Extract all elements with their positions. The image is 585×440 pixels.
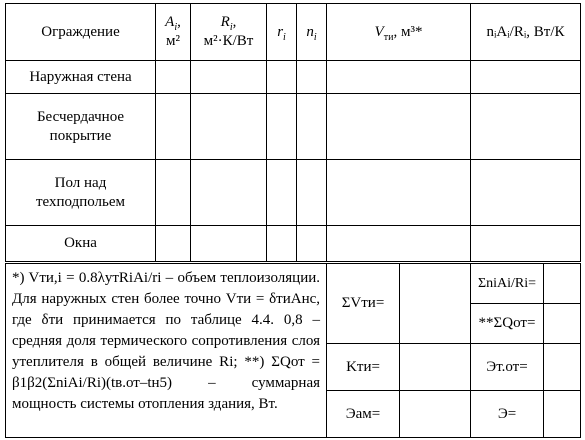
row-label: Окна [6, 226, 156, 262]
sum-q-value[interactable] [544, 304, 581, 344]
cell[interactable] [471, 160, 581, 226]
cell[interactable] [191, 226, 267, 262]
enclosure-table [5, 3, 581, 262]
cell[interactable] [297, 160, 327, 226]
table-row [6, 61, 581, 94]
cell[interactable] [156, 94, 191, 160]
table-row [6, 160, 581, 226]
row-label: Пол над техподпольем [6, 160, 156, 226]
sum-q-label: **ΣQот= [471, 304, 544, 344]
k-label: Kти= [327, 344, 400, 391]
header-resistance: $R_i$, м²·К/Вт [191, 4, 267, 61]
e-label: Э= [471, 391, 544, 438]
row-label: Наружная стена [6, 61, 156, 94]
sum-v-value[interactable] [400, 264, 471, 344]
cell[interactable] [471, 94, 581, 160]
cell[interactable] [191, 61, 267, 94]
cell[interactable] [327, 94, 471, 160]
e-t-label: Эт.от= [471, 344, 544, 391]
header-ratio: nᵢAᵢ/Rᵢ, Вт/К [471, 4, 581, 61]
e-t-value[interactable] [544, 344, 581, 391]
header-enclosure: Ограждение [6, 4, 156, 61]
k-value[interactable] [400, 344, 471, 391]
header-r: $r_i$ [267, 4, 297, 61]
cell[interactable] [191, 94, 267, 160]
footnote: *) Vти,i = 0.8λутRiAi/ri – объем теплоизоляции. Для наружных стен более точно Vти = δтиAнс, где δти принимается по таблице 4.4. 0,8 – средняя доля термического сопротивления слоя утеплителя в общей величине Ri; **) ΣQот = β1β2(ΣniAi/Ri)(tв.от–tн5) – суммарная мощность системы отопления здания, Вт. [6, 264, 327, 438]
cell[interactable] [156, 160, 191, 226]
cell[interactable] [297, 61, 327, 94]
cell[interactable] [327, 61, 471, 94]
sum-na-label: ΣniAi/Ri= [471, 264, 544, 304]
cell[interactable] [267, 94, 297, 160]
header-volume: $V_{ти}$, м³* [327, 4, 471, 61]
cell[interactable] [297, 94, 327, 160]
row-label: Бесчердачное покрытие [6, 94, 156, 160]
form-sheet [5, 3, 580, 437]
cell[interactable] [267, 160, 297, 226]
e-value[interactable] [544, 391, 581, 438]
header-n: $n_i$ [297, 4, 327, 61]
cell[interactable] [267, 61, 297, 94]
table-row [6, 226, 581, 262]
cell[interactable] [156, 226, 191, 262]
cell[interactable] [156, 61, 191, 94]
cell[interactable] [471, 226, 581, 262]
e-am-value[interactable] [400, 391, 471, 438]
table-row [6, 94, 581, 160]
cell[interactable] [327, 160, 471, 226]
summary-block [5, 263, 580, 437]
cell[interactable] [267, 226, 297, 262]
cell[interactable] [471, 61, 581, 94]
sum-na-value[interactable] [544, 264, 581, 304]
cell[interactable] [327, 226, 471, 262]
header-area: $A_i$, м² [156, 4, 191, 61]
cell[interactable] [191, 160, 267, 226]
header-row [6, 4, 581, 61]
sum-v-label: ΣVти= [327, 264, 400, 344]
cell[interactable] [297, 226, 327, 262]
e-am-label: Эам= [327, 391, 400, 438]
